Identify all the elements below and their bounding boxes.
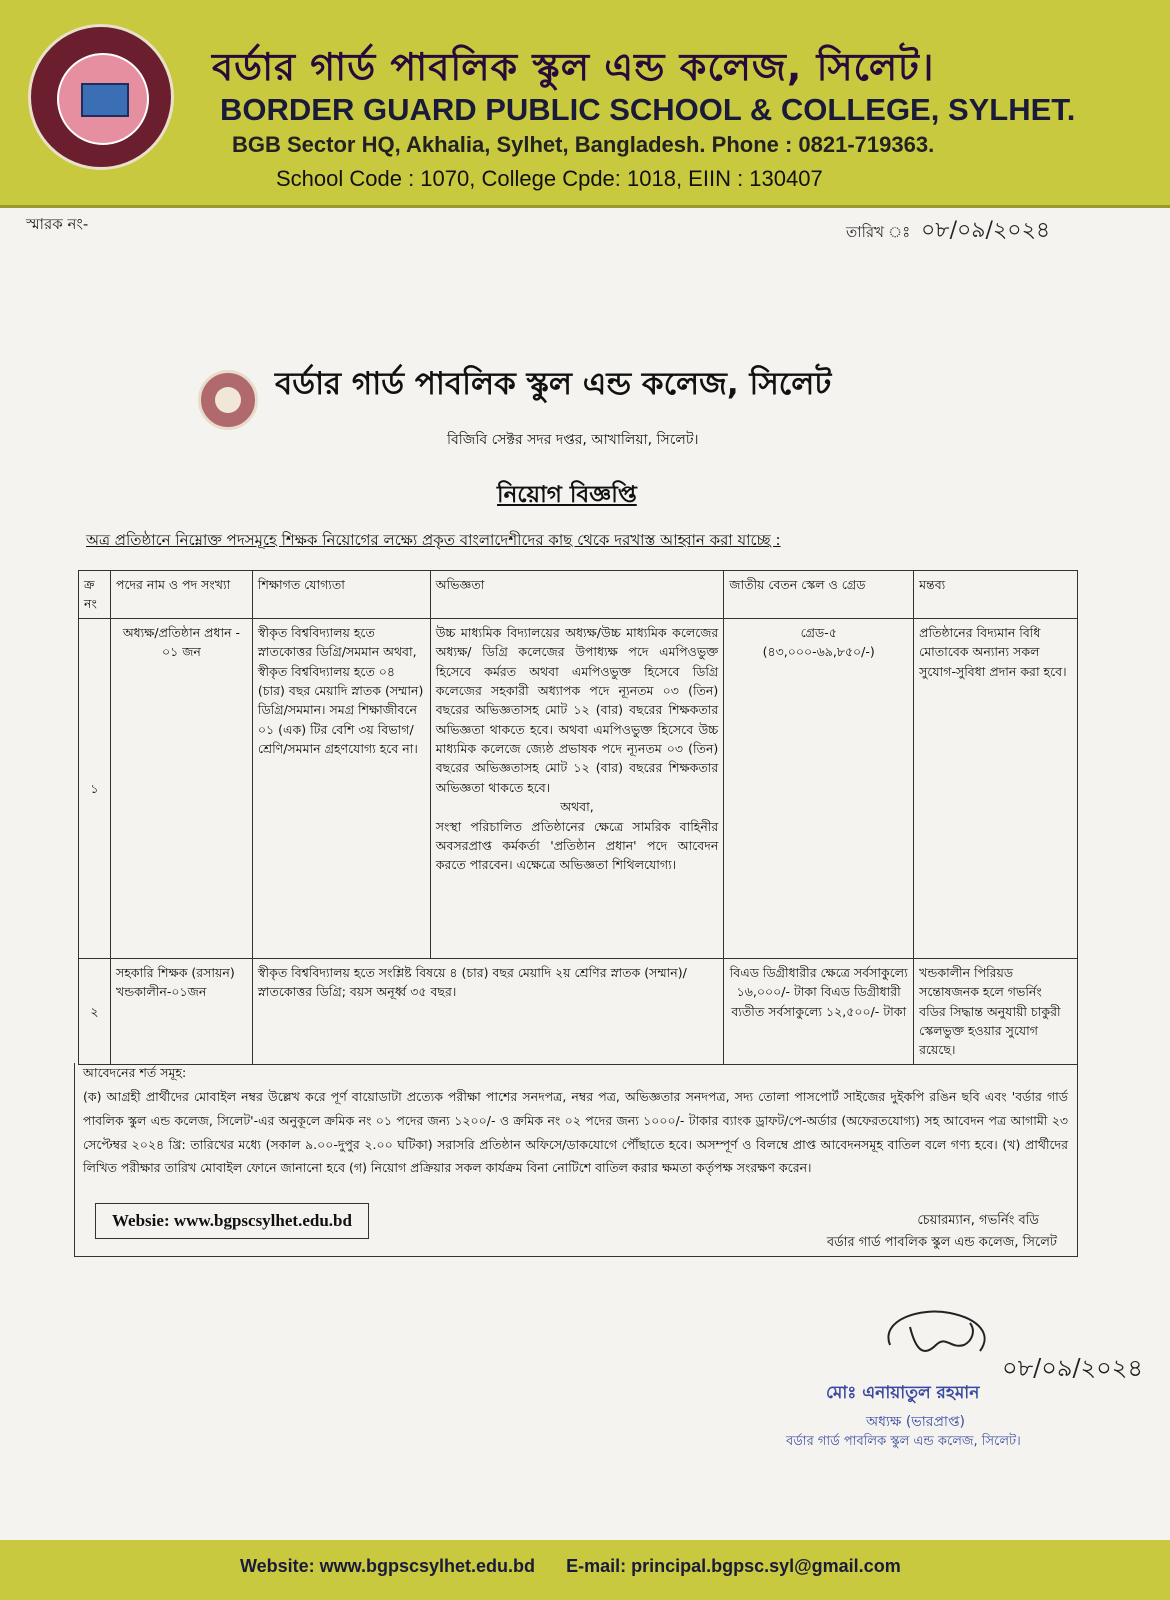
signatory-name: মোঃ এনায়াতুল রহমান xyxy=(826,1383,980,1403)
school-codes: School Code : 1070, College Cpde: 1018, EIIN : 130407 xyxy=(276,166,823,191)
row-serial: ২ xyxy=(79,958,111,1064)
notice-heading: নিয়োগ বিজ্ঞপ্তি xyxy=(497,482,637,508)
table-row xyxy=(79,958,1078,1064)
col-header-serial: ক্র নং xyxy=(79,571,111,619)
col-header-experience: অভিজ্ঞতা xyxy=(430,571,724,619)
letterhead xyxy=(0,0,1170,208)
footer-contact xyxy=(240,1556,927,1577)
signatory-org: বর্ডার গার্ড পাবলিক স্কুল এন্ড কলেজ, সিলেট। xyxy=(786,1434,1021,1449)
row-remarks: প্রতিষ্ঠানের বিদ্যমান বিধি মোতাবেক অন্যান্য সকল সুযোগ-সুবিধা প্রদান করা হবে। xyxy=(914,618,1078,958)
vacancy-table xyxy=(78,570,1078,1065)
table-header-row xyxy=(79,571,1078,619)
col-header-education: শিক্ষাগত যোগ্যতা xyxy=(252,571,430,619)
col-header-scale: জাতীয় বেতন স্কেল ও গ্রেড xyxy=(724,571,914,619)
date-line xyxy=(846,213,1050,250)
application-conditions xyxy=(74,1063,1078,1257)
school-crest-logo xyxy=(28,24,174,170)
date-value: ০৮/০৯/২০২৪ xyxy=(920,218,1051,243)
notice-crest-logo xyxy=(198,370,258,430)
school-name-bangla: বর্ডার গার্ড পাবলিক স্কুল এন্ড কলেজ, সিলেট। xyxy=(212,45,935,89)
experience-or: অথবা, xyxy=(560,799,594,815)
notice-title: বর্ডার গার্ড পাবলিক স্কুল এন্ড কলেজ, সিলেট xyxy=(275,366,832,402)
experience-part-1: উচ্চ মাধ্যমিক বিদ্যালয়ের অধ্যক্ষ/উচ্চ মাধ্যমিক কলেজের অধ্যক্ষ/ ডিগ্রি কলেজের উপাধ্যক্ষ পদে এমপিওভুক্ত হিসেবে কর্মরত অথবা এমপিওভুক্ত হিসেবে ডিগ্রি কলেজের সহকারী অধ্যাপক পদে ন্যূনতম ০৩ (তিন) বছরের অভিজ্ঞতাসহ মোট ১২ (বার) বছরের শিক্ষকতার অভিজ্ঞতা থাকতে হবে। অথবা এমপিওভুক্ত হিসেবে উচ্চ মাধ্যমিক কলেজে জ্যেষ্ঠ প্রভাষক পদে ন্যূনতম ০৩ (তিন) বছরের অভিজ্ঞতাসহ মোট ১২ (বার) বছরের শিক্ষকতার অভিজ্ঞতা থাকতে হবে। xyxy=(435,624,719,795)
conditions-title: আবেদনের শর্ত সমূহ: xyxy=(83,1065,187,1080)
date-label: তারিখ ঃ xyxy=(846,223,911,241)
memo-number: স্মারক নং- xyxy=(26,215,89,233)
col-header-remarks: মন্তব্য xyxy=(914,571,1078,619)
chairman-org: বর্ডার গার্ড পাবলিক স্কুল এন্ড কলেজ, সিলেট xyxy=(826,1235,1057,1250)
signature-date: ০৮/০৯/২০২৪ xyxy=(1002,1354,1143,1382)
table-row xyxy=(79,618,1078,958)
row-education: স্বীকৃত বিশ্ববিদ্যালয় হতে স্নাতকোত্তর ডিগ্রি/সমমান অথবা, স্বীকৃত বিশ্ববিদ্যালয় হতে ০৪ (চার) বছর মেয়াদি স্নাতক (সম্মান) ডিগ্রি/সমমান। সমগ্র শিক্ষাজীবনে ০১ (এক) টির বেশি ৩য় বিভাগ/শ্রেণি/সমমান গ্রহণযোগ্য হবে না। xyxy=(252,618,430,958)
experience-part-2: সংস্থা পরিচালিত প্রতিষ্ঠানের ক্ষেত্রে সামরিক বাহিনীর অবসরপ্রাপ্ত কর্মকর্তা 'প্রতিষ্ঠান প্রধান' পদে আবেদন করতে পারবেন। এক্ষেত্রে অভিজ্ঞতা শিথিলযোগ্য। xyxy=(435,818,719,873)
school-name-english: BORDER GUARD PUBLIC SCHOOL & COLLEGE, SYLHET. xyxy=(220,92,1076,127)
footer-website[interactable]: Website: www.bgpscsylhet.edu.bd xyxy=(240,1556,536,1576)
footer-bar xyxy=(0,1540,1170,1600)
notice-intro: অত্র প্রতিষ্ঠানে নিম্নোক্ত পদসমূহে শিক্ষক নিয়োগের লক্ষ্যে প্রকৃত বাংলাদেশীদের কাছ থেকে দরখাস্ত আহ্বান করা যাচ্ছে : xyxy=(86,531,781,549)
row-remarks: খন্ডকালীন পিরিয়ড সন্তোষজনক হলে গভর্নিং বডির সিদ্ধান্ত অনুযায়ী চাকুরী স্কেলভুক্ত হওয়ার সুযোগ রয়েছে। xyxy=(914,958,1078,1064)
book-icon xyxy=(81,83,129,117)
school-address: BGB Sector HQ, Akhalia, Sylhet, Bangladesh. Phone : 0821-719363. xyxy=(232,132,935,157)
row-post: অধ্যক্ষ/প্রতিষ্ঠান প্রধান - ০১ জন xyxy=(110,618,252,958)
row-scale: বিএড ডিগ্রীধারীর ক্ষেত্রে সর্বসাকুল্যে ১৬,০০০/- টাকা বিএড ডিগ্রীধারী ব্যতীত সর্বসাকুল্যে ১২,৫০০/- টাকা xyxy=(724,958,914,1064)
scale-grade: গ্রেড-৫ xyxy=(800,624,837,640)
row-education-experience: স্বীকৃত বিশ্ববিদ্যালয় হতে সংশ্লিষ্ট বিষয়ে ৪ (চার) বছর মেয়াদি ২য় শ্রেণির স্নাতক (সম্মান)/স্নাতকোত্তর ডিগ্রি; বয়স অনূর্ধ্ব ৩৫ বছর। xyxy=(252,958,723,1064)
col-header-post: পদের নাম ও পদ সংখ্যা xyxy=(110,571,252,619)
signatory-role: অধ্যক্ষ (ভারপ্রাপ্ত) xyxy=(866,1414,965,1430)
row-experience xyxy=(430,618,724,958)
row-scale xyxy=(724,618,914,958)
scale-range: (৪৩,০০০-৬৯,৮৫০/-) xyxy=(762,644,875,660)
principal-signature xyxy=(880,1305,1000,1365)
conditions-body: (ক) আগ্রহী প্রার্থীদের মোবাইল নম্বর উল্লেখ করে পূর্ণ বায়োডাটা প্রত্যেক পরীক্ষা পাশের সনদপত্র, নম্বর পত্র, অভিজ্ঞতার সনদপত্র, সদ্য তোলা পাসপোর্ট সাইজের দুইকপি রঙিন ছবি এবং 'বর্ডার গার্ড পাবলিক স্কুল এন্ড কলেজ, সিলেট'-এর অনুকূলে ক্রমিক নং ০১ পদের জন্য ১২০০/- ও ক্রমিক নং ০২ পদের জন্য ১০০০/- টাকার ব্যাংক ড্রাফট/পে-অর্ডার (অফেরতযোগ্য) সহ আবেদন পত্র আগামী ২৩ সেপ্টেম্বর ২০২৪ খ্রি: তারিখের মধ্যে (সকাল ৯.০০-দুপুর ২.০০ ঘটিকা) সরাসরি প্রতিষ্ঠান অফিসে/ডাকযোগে পৌঁছাতে হবে। অসম্পূর্ণ ও বিলম্বে প্রাপ্ত আবেদনসমূহ বাতিল বলে গণ্য হবে। (খ) প্রার্থীদের লিখিত পরীক্ষার তারিখ মোবাইল ফোনে জানানো হবে (গ) নিয়োগ প্রক্রিয়ার সকল কার্যক্রম বিনা নোটিশে বাতিল করার ক্ষমতা কর্তৃপক্ষ সংরক্ষণ করেন। xyxy=(83,1089,1068,1176)
chairman-title: চেয়ারম্যান, গভর্নিং বডি xyxy=(917,1213,1039,1228)
row-serial: ১ xyxy=(79,618,111,958)
footer-email[interactable]: E-mail: principal.bgpsc.syl@gmail.com xyxy=(566,1556,901,1576)
website-box[interactable]: Websie: www.bgpscsylhet.edu.bd xyxy=(95,1203,369,1239)
row-post: সহকারি শিক্ষক (রসায়ন) খন্ডকালীন-০১জন xyxy=(110,958,252,1064)
notice-subtitle: বিজিবি সেক্টর সদর দপ্তর, আখালিয়া, সিলেট। xyxy=(447,432,699,448)
